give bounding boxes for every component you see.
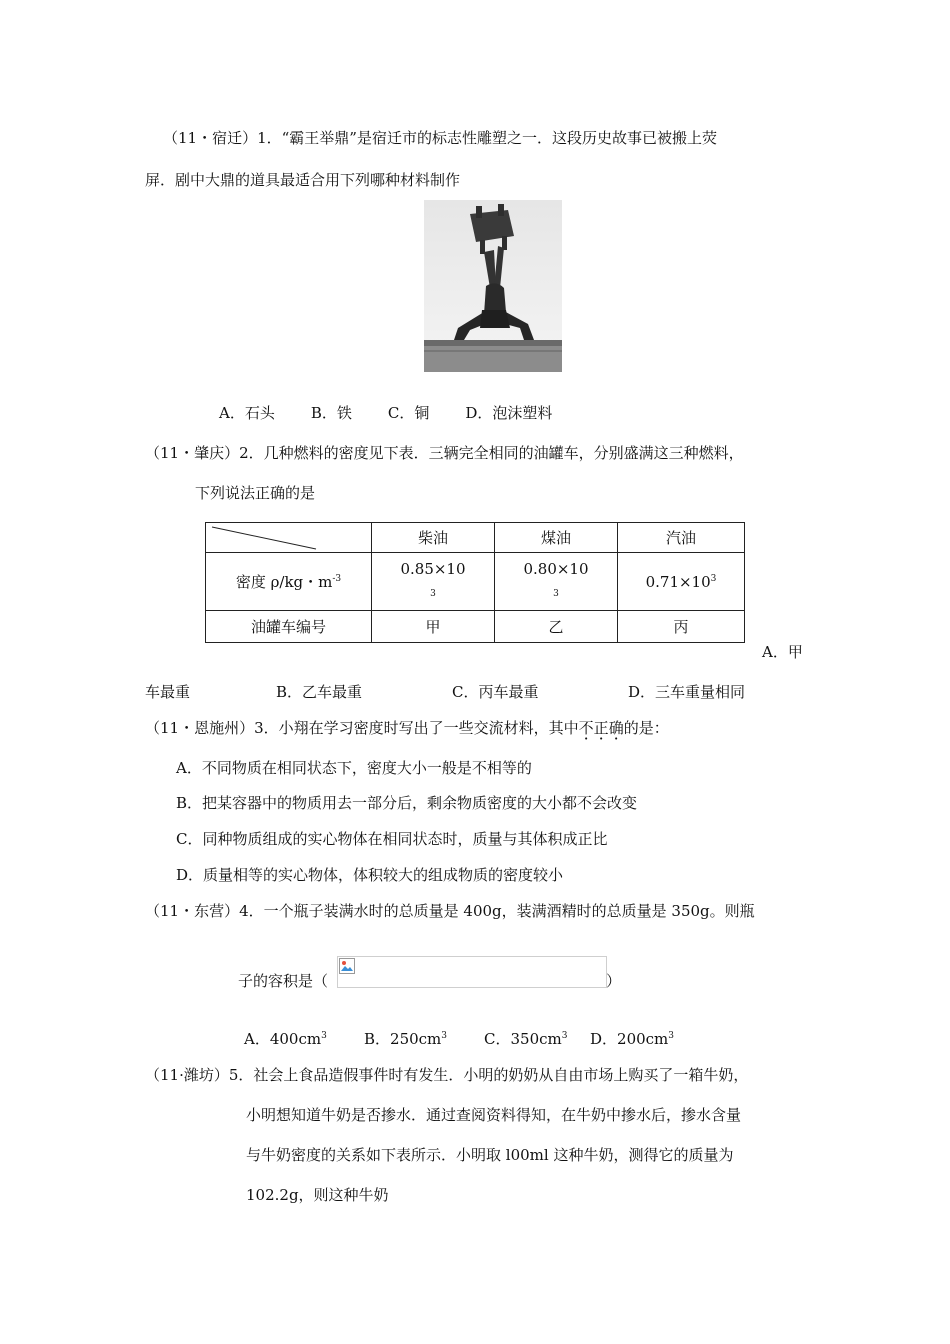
q4-option-c: C．$350cm^3$ (484, 1030, 568, 1048)
q4-stem-2-left: 子的容积是（ (238, 972, 329, 990)
q3-emphasis-2: 正 (593, 719, 609, 737)
q3-option-a: A．不同物质在相同状态下，密度大小一般是不相等的 (176, 759, 532, 777)
broken-image-icon (339, 958, 355, 974)
q5-stem-4: 102.2g，则这种牛奶 (246, 1186, 389, 1204)
q4-option-d: D．$200cm^3$ (590, 1030, 675, 1048)
q4-stem-1: 一个瓶子装满水时的总质量是 400g，装满酒精时的总质量是 350g。则瓶 (263, 902, 755, 920)
q2-options (145, 682, 190, 702)
q1-stem-2: 屏．剧中大鼎的道具最适合用下列哪种材料制作 (145, 171, 461, 189)
q2-option-d: D．三车重量相同 (628, 683, 746, 701)
q1-option-b: B．铁 (310, 404, 352, 422)
q3-emphasis-3: 确 (608, 719, 624, 737)
q2-source: （11・肇庆）2． (145, 444, 264, 462)
q5-stem-3: 与牛奶密度的关系如下表所示．小明取 l00ml 这种牛奶，测得它的质量为 (246, 1146, 734, 1164)
table-header-diesel: 柴油 (372, 523, 495, 553)
q4-line1 (145, 901, 755, 921)
table-density-label: 密度 ρ/kg・$m^{-3}$ (206, 553, 372, 611)
statue-photo (424, 200, 562, 372)
q4-stem-2-right: ） (606, 972, 622, 990)
q3-emphasis-1: 不 (578, 719, 594, 737)
table-tanker-bing: 丙 (618, 611, 745, 643)
q1-source: （11・宿迁）1． (163, 129, 282, 147)
diagonal-line (206, 523, 371, 553)
q2-option-a-part2: 车最重 (145, 683, 191, 701)
q4-option-a: A．$400cm^3$ (244, 1030, 327, 1048)
q1-line1 (163, 128, 717, 148)
fuel-density-table (205, 522, 745, 643)
q4-option-b: B．$250cm^3$ (364, 1030, 448, 1048)
q1-option-a: A．石头 (219, 404, 275, 422)
q5-line1 (145, 1065, 748, 1085)
table-tanker-yi: 乙 (495, 611, 618, 643)
table-density-kerosene: 0.80×10 3 (495, 553, 618, 611)
q2-option-c: C．丙车最重 (452, 683, 539, 701)
q3-stem-before: 小翔在学习密度时写出了一些交流材料，其中 (278, 719, 579, 737)
q5-stem-1: 社会上食品造假事件时有发生．小明的奶奶从自由市场上购买了一箱牛奶， (253, 1066, 749, 1084)
q1-stem-1: “霸王举鼎”是宿迁市的标志性雕塑之一．这段历史故事已被搬上荧 (281, 129, 717, 147)
missing-image-placeholder (337, 956, 607, 988)
q2-option-a-part1: A．甲 (762, 643, 803, 661)
q1-option-c: C．铜 (387, 404, 430, 422)
q3-stem-after: 的是： (623, 719, 669, 737)
table-tanker-label: 油罐车编号 (206, 611, 372, 643)
q3-option-d: D．质量相等的实心物体，体积较大的组成物质的密度较小 (176, 866, 564, 884)
table-corner-cell (206, 523, 372, 553)
q4-source: （11・东营）4． (145, 902, 264, 920)
q3-line1 (145, 718, 669, 738)
q1-options (219, 403, 552, 423)
q5-source: （11·潍坊）5． (145, 1066, 254, 1084)
q2-stem-2: 下列说法正确的是 (195, 484, 316, 502)
table-header-kerosene: 煤油 (495, 523, 618, 553)
table-density-diesel: 0.85×10 3 (372, 553, 495, 611)
q3-option-c: C．同种物质组成的实心物体在相同状态时，质量与其体积成正比 (176, 830, 608, 848)
table-header-gasoline: 汽油 (618, 523, 745, 553)
q3-source: （11・恩施州）3． (145, 719, 279, 737)
q1-option-d: D．泡沫塑料 (465, 404, 553, 422)
q2-line1 (145, 443, 744, 463)
q2-option-b: B．乙车最重 (276, 683, 363, 701)
q5-stem-2: 小明想知道牛奶是否掺水．通过查阅资料得知，在牛奶中掺水后，掺水含量 (246, 1106, 742, 1124)
table-tanker-jia: 甲 (372, 611, 495, 643)
q2-stem-1: 几种燃料的密度见下表．三辆完全相同的油罐车，分别盛满这三种燃料， (263, 444, 744, 462)
table-density-gasoline: $0.71\times 10^3$ (618, 553, 745, 611)
q3-option-b: B．把某容器中的物质用去一部分后，剩余物质密度的大小都不会改变 (176, 794, 638, 812)
